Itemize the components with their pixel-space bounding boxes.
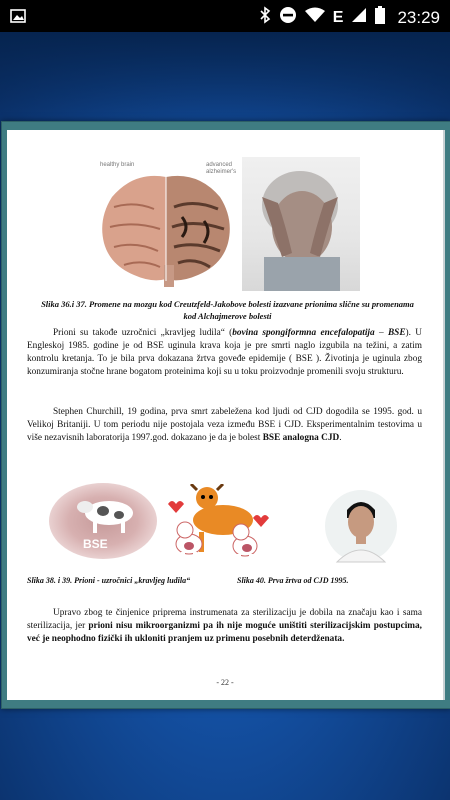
paragraph-sterilization: Upravo zbog te činjenice priprema instrumenata za sterilizaciju je dobila na značaju kao i sama sterilizacija, jer prioni nisu mikroorganizmi pa ih nije moguće uništiti sterilizacijskim postupcima, već je neophodno fizički ih ukloniti pranjem uz primenu posebnih deterdženata. (27, 608, 422, 644)
page-number: - 22 - (216, 678, 234, 687)
bse-label: BSE (83, 537, 108, 551)
do-not-disturb-icon (279, 6, 297, 29)
image-icon (10, 8, 26, 29)
wifi-icon (305, 7, 325, 28)
paragraph-churchill: Stephen Churchill, 19 godina, prva smrt zabeležena kod ljudi od CJD dogodila se 1995. god. u Velikoj Britaniji. U tom periodu nije postojala veza između BSE i CJD. Eksperimentalnim testovima u više nezavisnih laboratorija 1997.god. dokazano je da je bolest BSE analogna CJD. (27, 407, 422, 443)
elderly-woman-photo (242, 157, 360, 291)
figure-caption-38-39: Slika 38. i 39. Prioni - uzročnici „kravljeg ludila“ (27, 576, 191, 585)
figure-caption-36-37: Slika 36.i 37. Promene na mozgu kod Creutzfeld-Jakobove bolesti izazvane prionima slične su promenama kod Alchajmerove bolesti (41, 299, 414, 321)
young-man-photo (323, 488, 399, 564)
signal-icon (351, 7, 367, 28)
bse-cow-image (49, 483, 157, 559)
cartoon-cows-image (163, 484, 271, 566)
figure-caption-40: Slika 40. Prva žrtva od CJD 1995. (237, 576, 349, 585)
document-frame (1, 121, 450, 709)
clock: 23:29 (397, 7, 440, 27)
bluetooth-icon (259, 6, 271, 29)
alzheimer-brain-label: advanced alzheimer's (206, 162, 237, 175)
healthy-brain-label: healthy brain (100, 162, 135, 168)
paragraph-prions-bse: Prioni su takođe uzročnici „kravljeg ludila“ (bovina spongiformna encefalopatija – BSE). U Engleskoj 1985. godine je od BSE uginula krava koja je pre smrti naglo izgubila na težini, a zatim kontrolu kretanja. To je bila prva dokazana žrtva goveđe epidemije ( BSE ). Životinja je uginula zbog konzumiranja stočne hrane bogatom proteinima koji su u toku proizvodnje promenili svoju strukturu. (27, 328, 422, 377)
brain-comparison-image (94, 157, 238, 291)
status-bar (0, 0, 450, 32)
document-page[interactable] (7, 130, 445, 700)
battery-icon (375, 6, 385, 29)
network-type: E (332, 8, 344, 26)
